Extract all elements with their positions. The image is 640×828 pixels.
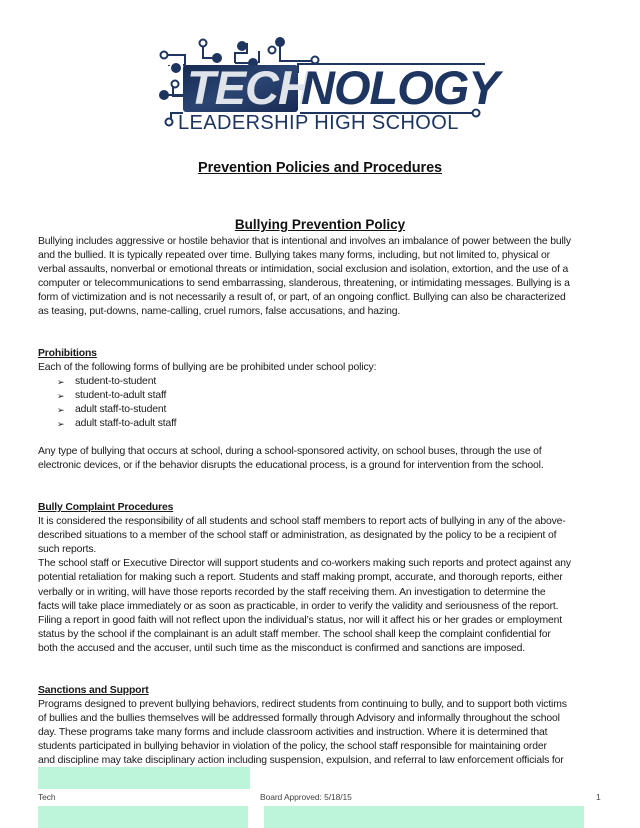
arrow-bullet-icon: ➢ (57, 419, 65, 430)
text-line: electronic devices, or if the behavior disrupts the educational process, is a ground for intervention from the school. (38, 460, 544, 472)
text-line: and the bullied. It is typically repeated over time. Bullying takes many forms, including, but not limited to, physical or (38, 250, 550, 262)
prohibitions-list (38, 375, 604, 431)
text-line: verbal assaults, nonverbal or emotional threats or intimidation, social exclusion and isolation, extortion, and the use of a (38, 264, 569, 276)
text-line: Bullying includes aggressive or hostile behavior that is intentional and involves an imbalance of power between the bully (38, 236, 571, 247)
text-line: The school staff or Executive Director will support students and co-workers making such reports and protect against any (38, 558, 571, 570)
text-line: day. These programs take many forms and include classroom activities and instruction. Where it is determined that (38, 727, 548, 739)
text-line: and discipline may take disciplinary action including suspension, expulsion, and referral to law enforcement officials for (38, 755, 564, 767)
text-line: such reports. (38, 544, 97, 556)
highlight-box (38, 806, 248, 828)
section-title: Bullying Prevention Policy (234, 217, 406, 232)
arrow-bullet-icon: ➢ (57, 377, 65, 388)
logo-tagline: LEADERSHIP HIGH SCHOOL (178, 112, 459, 134)
text-line: verbally or in writing, will have those reports recorded by the staff receiving them. An investigation to determine the (38, 586, 546, 598)
list-item-text: student-to-adult staff (75, 390, 167, 402)
sanctions-heading: Sanctions and Support (38, 685, 149, 696)
text-line: students participated in bullying behavior in violation of the policy, the school staff responsible for maintaining order (38, 741, 547, 753)
text-line: form of victimization and is not necessarily a result of, or part, of an ongoing conflict. Bullying can also be characterized (38, 292, 566, 304)
highlight-box (264, 806, 584, 828)
text-line: as teasing, put-downs, name-calling, cruel rumors, false accusations, and hazing. (38, 306, 401, 318)
list-item (38, 389, 604, 403)
footer-board-approved: Board Approved: 5/18/15 (260, 792, 352, 802)
list-item (38, 403, 604, 417)
prohibitions-section (38, 347, 604, 432)
logo-word-nology: NOLOGY (301, 61, 499, 114)
list-item-text: student-to-student (75, 376, 157, 388)
footer-left: Tech (38, 792, 56, 802)
highlight-box (38, 767, 250, 789)
list-item (38, 375, 604, 389)
text-line: Any type of bullying that occurs at school, during a school-sponsored activity, on school buses, through the use of (38, 446, 542, 457)
list-item-text: adult staff-to-student (75, 404, 167, 416)
text-line: of bullies and the bullies themselves will be addressed formally through Advisory and informally throughout the school (38, 713, 560, 725)
text-line: Programs designed to prevent bullying behaviors, redirect students from continuing to bully, and to support both victims (38, 699, 567, 711)
complaint-section (38, 501, 604, 656)
list-item (38, 417, 604, 431)
text-line: status by the school if the complainant is an adult staff member. The school shall keep the complaint confidential for (38, 628, 551, 640)
prohibitions-scope-paragraph (38, 445, 604, 473)
text-line: both the accused and the accuser, until such time as the misconduct is confirmed and sanctions are imposed. (38, 642, 526, 654)
text-line: potential retaliation for making such a report. Students and staff making prompt, accurate, and thorough reports, either (38, 572, 563, 584)
school-logo (155, 33, 499, 134)
complaint-heading: Bully Complaint Procedures (38, 502, 174, 513)
logo-word-tech: TECH (187, 61, 311, 114)
text-line: computer or telecommunications to send embarrassing, slanderous, threatening, or intimidating messages. Bullying is a (38, 278, 570, 290)
list-item-text: adult staff-to-adult staff (75, 418, 177, 430)
arrow-bullet-icon: ➢ (57, 405, 65, 416)
text-line: facts will take place immediately or as soon as practicable, in order to verify the validity and seriousness of the report. (38, 600, 559, 612)
text-line: described situations to a member of the school staff or administration, as designated by the policy to be a recipient of (38, 530, 557, 542)
prohibitions-lead: Each of the following forms of bullying are be prohibited under school policy: (38, 362, 377, 374)
arrow-bullet-icon: ➢ (57, 391, 65, 402)
intro-paragraph (38, 235, 604, 320)
page-title: Prevention Policies and Procedures (198, 160, 442, 176)
text-line: Filing a report in good faith will not reflect upon the individual’s status, nor will it affect his or her grades or employment (38, 614, 563, 626)
page-number: 1 (596, 792, 601, 802)
prohibitions-heading: Prohibitions (38, 348, 97, 359)
text-line: It is considered the responsibility of all students and school staff members to report acts of bullying in any of the above- (38, 516, 566, 528)
sanctions-section (38, 684, 604, 769)
